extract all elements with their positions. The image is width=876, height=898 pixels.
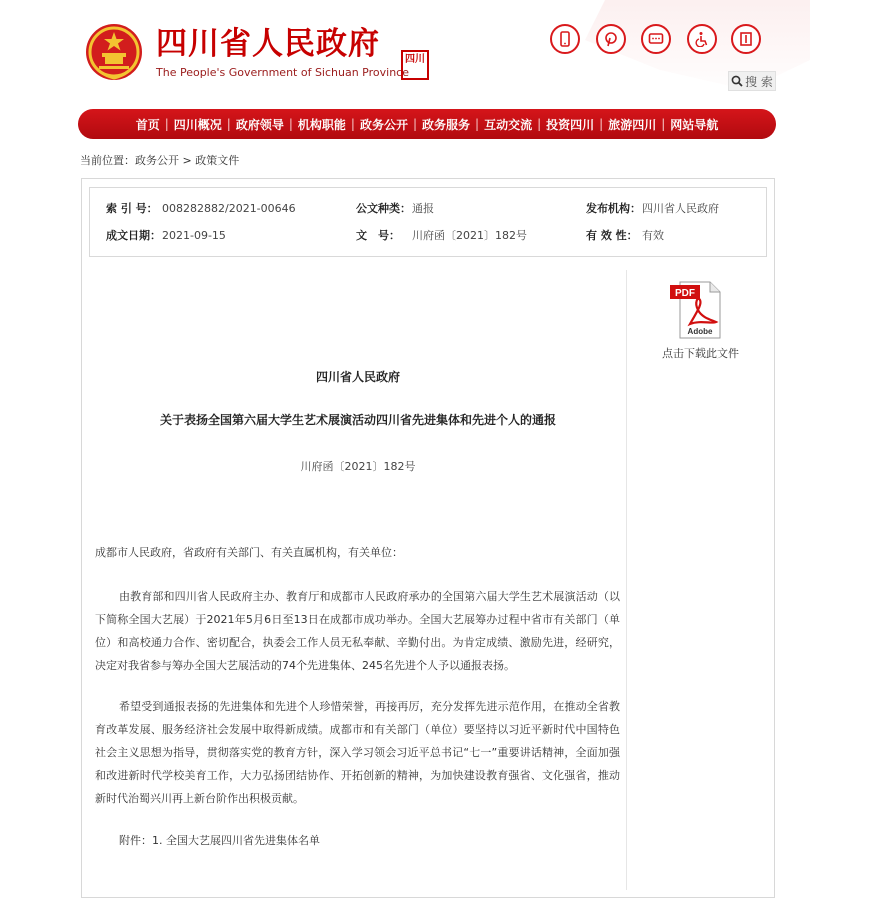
exit-icon[interactable]	[731, 24, 761, 54]
nav-separator: |	[164, 117, 169, 131]
nav-separator: |	[599, 117, 604, 131]
mobile-icon[interactable]	[550, 24, 580, 54]
document-title: 关于表扬全国第六届大学生艺术展演活动四川省先进集体和先进个人的通报	[159, 413, 556, 427]
search-button[interactable]	[728, 71, 776, 91]
pinterest-icon[interactable]	[596, 24, 626, 54]
nav-separator: |	[537, 117, 542, 131]
document-addressee: 成都市人民政府，省政府有关部门、有关直属机构，有关单位：	[95, 546, 403, 559]
nav-separator: |	[226, 117, 231, 131]
validity-value: 有效	[642, 229, 664, 242]
site-subtitle: The People's Government of Sichuan Province	[156, 66, 409, 79]
nav-item-sitemap[interactable]: 网站导航	[670, 117, 719, 132]
search-input[interactable]	[548, 71, 728, 93]
attachment-line: 附件：1. 全国大艺展四川省先进集体名单	[119, 834, 320, 847]
breadcrumb-link-policy[interactable]: 政策文件	[195, 154, 240, 167]
sidebar-divider	[626, 270, 627, 890]
nav-separator: |	[661, 117, 666, 131]
national-emblem-icon[interactable]	[84, 22, 144, 82]
index-value: 008282882/2021-00646	[162, 202, 296, 215]
document-number: 川府函〔2021〕182号	[300, 460, 416, 473]
doc-type-value: 通报	[412, 202, 434, 215]
validity-label: 有 效 性：	[586, 229, 638, 242]
date-label: 成文日期：	[106, 229, 161, 242]
nav-item-invest[interactable]: 投资四川	[546, 117, 595, 132]
doc-number-label: 文 号：	[356, 229, 400, 242]
document-issuer: 四川省人民政府	[315, 370, 400, 384]
breadcrumb-link-disclosure[interactable]: 政务公开	[135, 154, 179, 167]
nav-item-disclosure[interactable]: 政务公开	[359, 117, 408, 132]
date-value: 2021-09-15	[162, 229, 226, 242]
nav-separator: |	[412, 117, 418, 131]
nav-item-home[interactable]: 首页	[135, 117, 160, 132]
adobe-label: Adobe	[687, 327, 713, 336]
breadcrumb-separator: >	[179, 154, 196, 167]
nav-separator: |	[288, 117, 293, 131]
accessibility-icon[interactable]	[687, 24, 717, 54]
nav-item-services[interactable]: 政务服务	[422, 117, 471, 132]
nav-item-leaders[interactable]: 政府领导	[235, 117, 284, 132]
search-icon	[731, 75, 743, 87]
doc-type-label: 公文种类：	[356, 202, 411, 215]
index-label: 索 引 号：	[106, 202, 158, 215]
publisher-value: 四川省人民政府	[642, 202, 719, 215]
nav-separator: |	[475, 117, 480, 131]
doc-number-value: 川府函〔2021〕182号	[412, 229, 527, 242]
seal-stamp: 四川	[401, 50, 429, 80]
body-paragraph: 希望受到通报表扬的先进集体和先进个人珍惜荣誉，再接再厉，充分发挥先进示范作用，在推动全省教育改革发展、服务经济社会发展中取得新成绩。成都市和有关部门（单位）要坚持以习近平新时代中国特色社会主义思想为指导，贯彻落实党的教育方针，深入学习领会习近平总书记“七一”重要讲话精神，全面加强和改进新时代学校美育工作，大力弘扬团结协作、开拓创新的精神，为加快建设教育强省、文化强省，推动新时代治蜀兴川再上新台阶作出积极贡献。	[95, 700, 620, 805]
body-paragraph: 由教育部和四川省人民政府主办、教育厅和成都市人民政府承办的全国第六届大学生艺术展演活动（以下简称全国大艺展）于2021年5月6日至13日在成都市成功举办。全国大艺展筹办过程中省市有关部门（单位）和高校通力合作、密切配合，执委会工作人员无私奉献、辛勤付出。为肯定成绩、激励先进，经研究，决定对我省参与筹办全国大艺展活动的74个先进集体、245名先进个人予以通报表扬。	[95, 590, 620, 672]
pdf-file-icon[interactable]	[668, 280, 728, 340]
download-link[interactable]: 点击下载此文件	[662, 347, 739, 360]
document-info-box	[89, 187, 767, 257]
message-icon[interactable]	[641, 24, 671, 54]
main-nav	[78, 109, 776, 139]
site-header	[0, 0, 876, 105]
search-button-label: 搜 索	[745, 74, 773, 89]
nav-separator: |	[350, 117, 355, 131]
nav-item-tourism[interactable]: 旅游四川	[608, 117, 657, 132]
nav-item-interaction[interactable]: 互动交流	[484, 117, 533, 132]
nav-item-overview[interactable]: 四川概况	[173, 117, 222, 132]
pdf-label: PDF	[675, 288, 695, 299]
breadcrumb-prefix: 当前位置：	[80, 154, 135, 167]
publisher-label: 发布机构：	[586, 202, 641, 215]
breadcrumb	[80, 152, 239, 168]
site-title[interactable]: 四川省人民政府	[156, 26, 380, 62]
nav-item-agencies[interactable]: 机构职能	[297, 117, 346, 132]
